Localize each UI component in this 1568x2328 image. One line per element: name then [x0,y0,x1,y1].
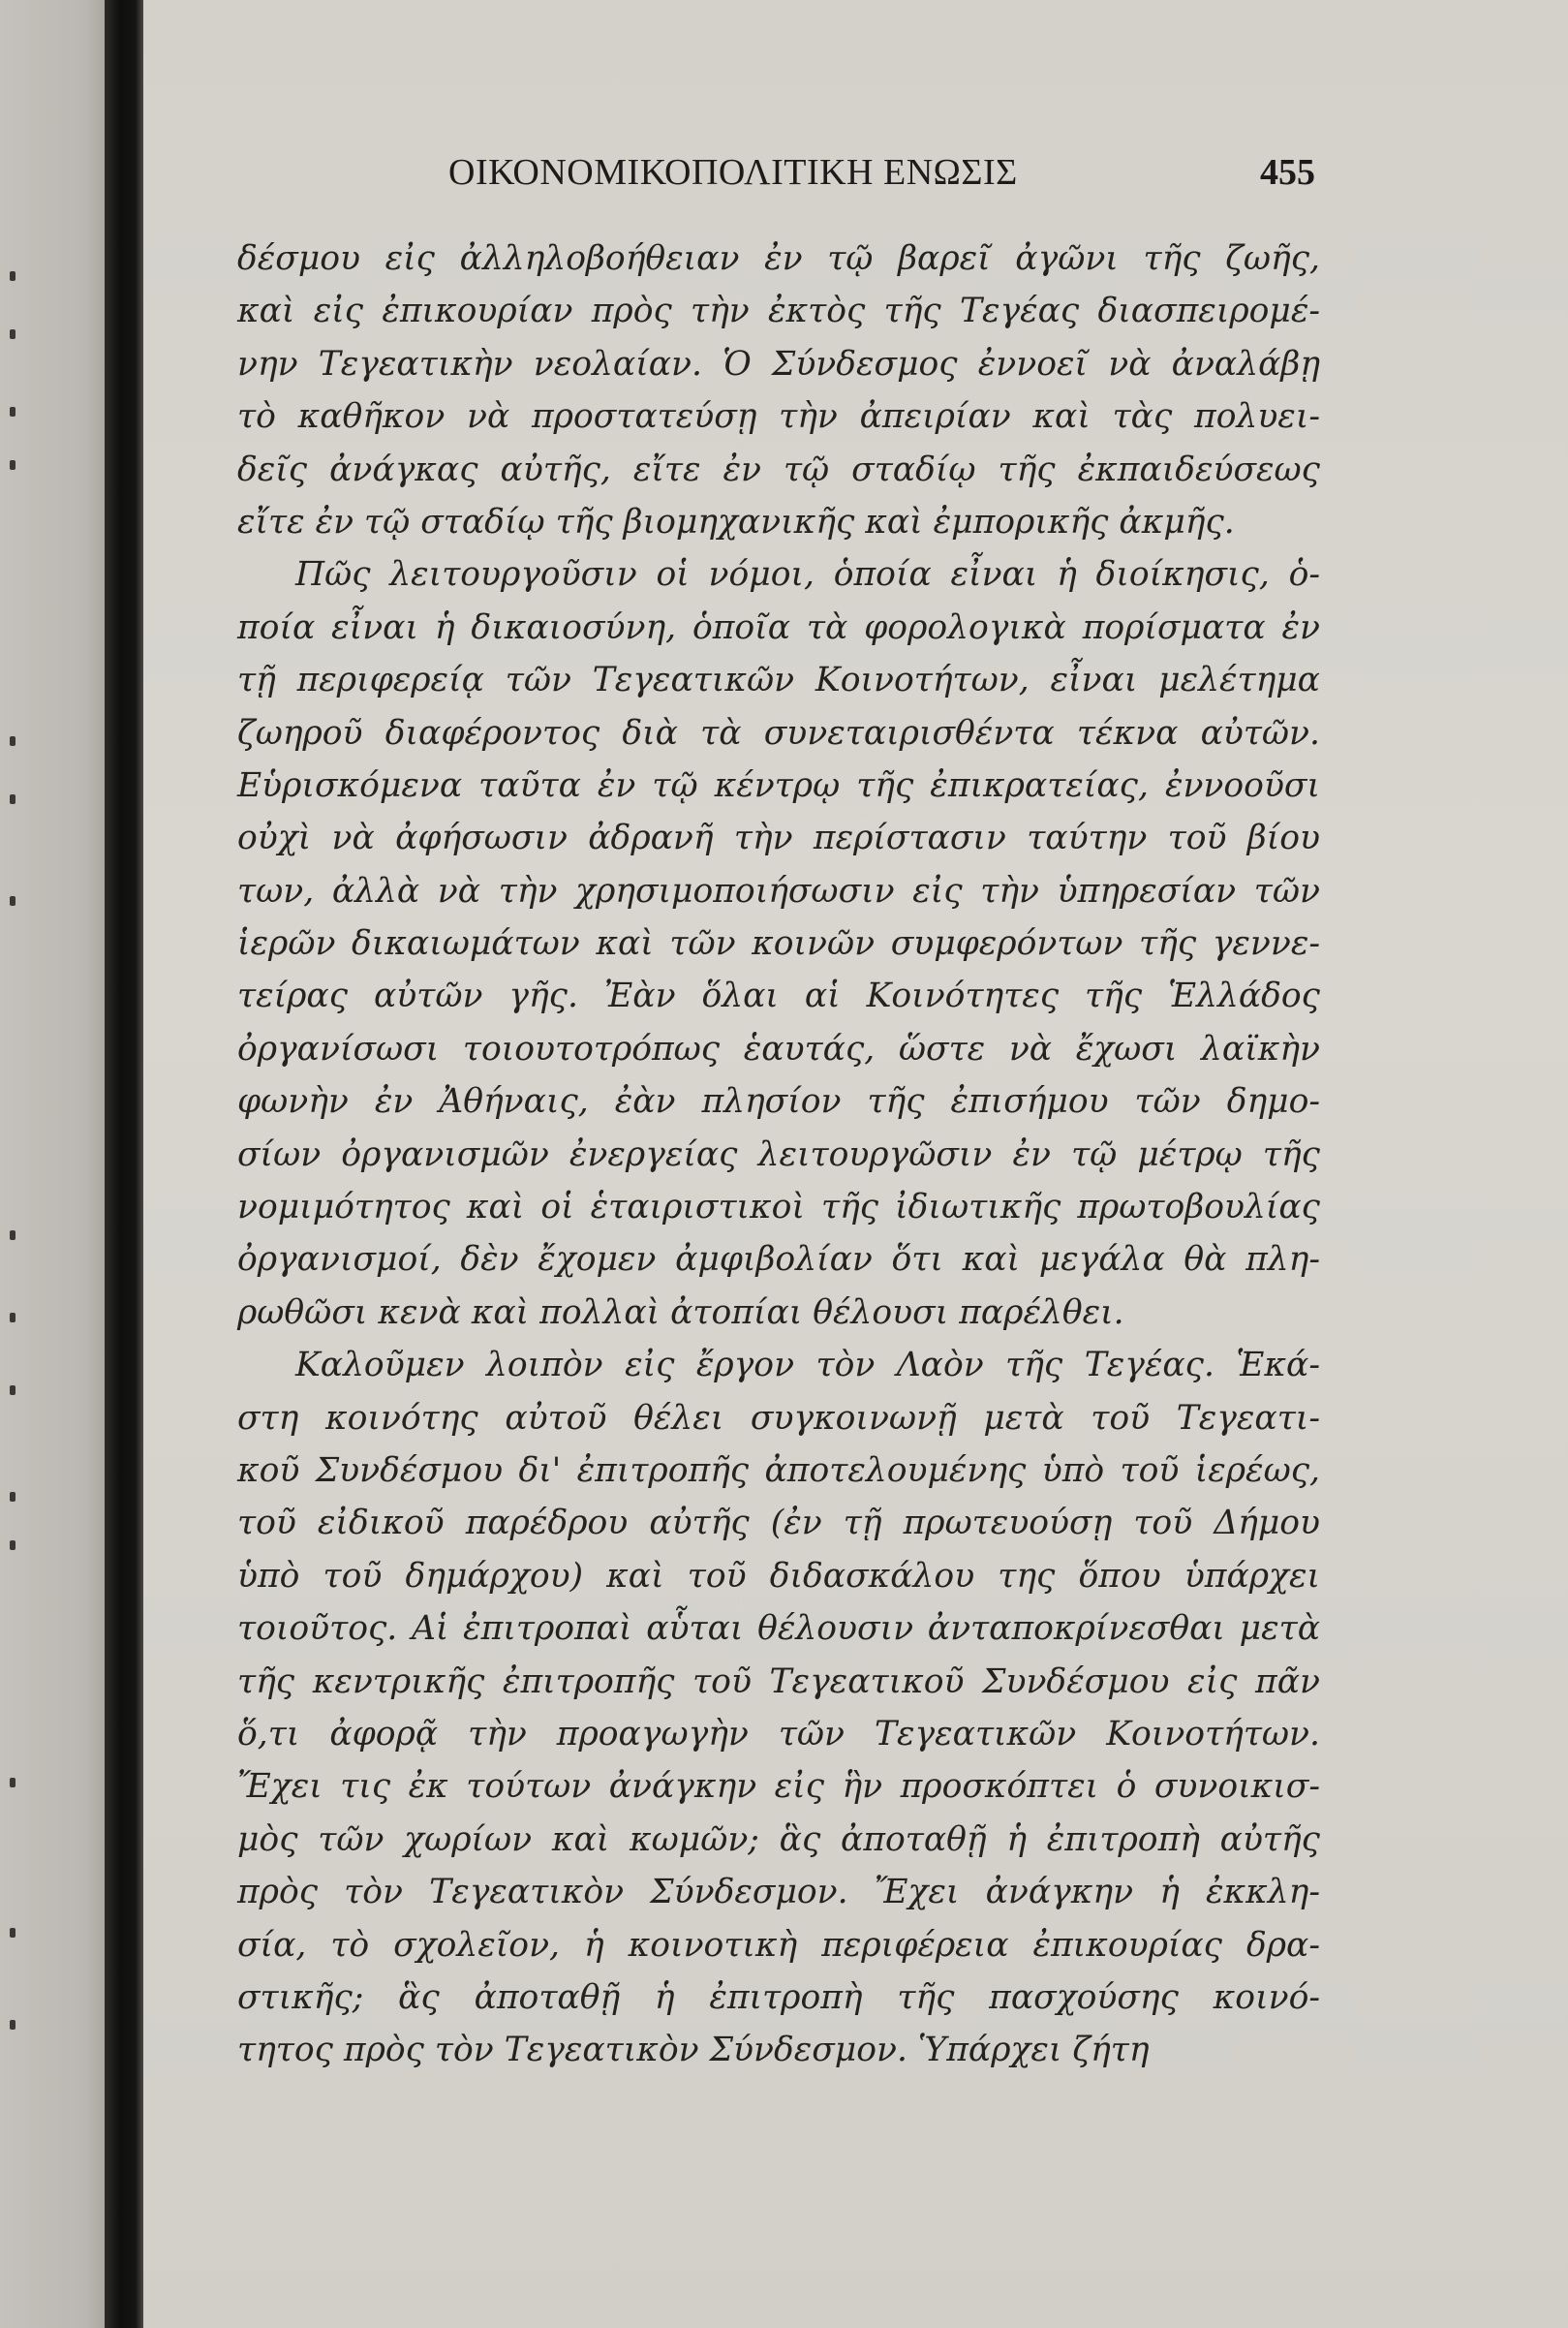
text-line: Ἔχει τις ἐκ τούτων ἀνάγκην εἰς ἣν προσκόπτει ὁ συνοικισ- [237,1767,1320,1807]
text-line: καὶ εἰς ἐπικουρίαν πρὸς τὴν ἐκτὸς τῆς Τεγέας διασπειρομέ- [237,292,1320,331]
text-line: εἴτε ἐν τῷ σταδίῳ τῆς βιομηχανικῆς καὶ ἐμπορικῆς ἀκμῆς. [237,502,1235,542]
facing-page-mark [10,1492,15,1502]
text-line: στικῆς; ἃς ἀποταθῇ ἡ ἐπιτροπὴ τῆς πασχούσης κοινό- [237,1977,1320,2017]
facing-page-mark [10,407,15,417]
text-line: τοῦ εἰδικοῦ παρέδρου αὐτῆς (ἐν τῇ πρωτευούσῃ τοῦ Δήμου [237,1504,1320,1543]
text-line: σία, τὸ σχολεῖον, ἡ κοινοτικὴ περιφέρεια ἐπικουρίας δρα- [237,1925,1320,1965]
running-title: ΟΙΚΟΝΟΜΙΚΟΠΟΛΙΤΙΚΗ ΕΝΩΣΙΣ [448,152,1018,193]
text-line: ζωηροῦ διαφέροντος διὰ τὰ συνεταιρισθέντα τέκνα αὐτῶν. [237,713,1320,753]
text-line: μὸς τῶν χωρίων καὶ κωμῶν; ἃς ἀποταθῇ ἡ ἐπιτροπὴ αὐτῆς [237,1819,1320,1859]
text-line: σίων ὀργανισμῶν ἐνεργείας λειτουργῶσιν ἐν τῷ μέτρῳ τῆς [237,1134,1320,1174]
text-line: δέσμου εἰς ἀλληλοβοήθειαν ἐν τῷ βαρεῖ ἀγῶνι τῆς ζωῆς, [237,239,1320,278]
text-line: ὀργανίσωσι τοιουτοτρόπως ἑαυτάς, ὥστε νὰ ἔχωσι λαϊκὴν [237,1029,1320,1069]
text-line: ὀργανισμοί, δὲν ἔχομεν ἀμφιβολίαν ὅτι καὶ μεγάλα θὰ πλη- [237,1240,1320,1280]
page-number: 455 [1260,152,1315,193]
text-line: Καλοῦμεν λοιπὸν εἰς ἔργον τὸν Λαὸν τῆς Τεγέας. Ἑκά- [295,1346,1320,1385]
facing-page-mark [10,736,15,746]
facing-page-mark [10,271,15,281]
text-line: κοῦ Συνδέσμου δι' ἐπιτροπῆς ἀποτελουμένης ὑπὸ τοῦ ἱερέως, [237,1450,1320,1490]
facing-page-mark [10,896,15,906]
facing-page-mark [10,1313,15,1322]
text-line: τὸ καθῆκον νὰ προστατεύσῃ τὴν ἀπειρίαν καὶ τὰς πολυει- [237,397,1320,437]
facing-page-mark [10,2020,15,2030]
facing-page-mark [10,1778,15,1787]
facing-page-mark [10,1928,15,1938]
text-line: τῇ περιφερείᾳ τῶν Τεγεατικῶν Κοινοτήτων, εἶναι μελέτημα [237,661,1320,700]
facing-page-mark [10,460,15,470]
facing-page-mark [10,1385,15,1395]
body-text [237,233,1320,2077]
text-line: φωνὴν ἐν Ἀθήναις, ἐὰν πλησίον τῆς ἐπισήμου τῶν δημο- [237,1082,1320,1122]
text-line: τῆς κεντρικῆς ἐπιτροπῆς τοῦ Τεγεατικοῦ Συνδέσμου εἰς πᾶν [237,1661,1320,1701]
text-line: Εὑρισκόμενα ταῦτα ἐν τῷ κέντρῳ τῆς ἐπικρατείας, ἐννοοῦσι [237,765,1320,805]
text-line: ποία εἶναι ἡ δικαιοσύνη, ὁποῖα τὰ φορολογικὰ πορίσματα ἐν [237,607,1320,647]
text-line: νομιμότητος καὶ οἱ ἑταιριστικοὶ τῆς ἰδιωτικῆς πρωτοβουλίας [237,1188,1320,1227]
text-line: πρὸς τὸν Τεγεατικὸν Σύνδεσμον. Ἔχει ἀνάγκην ἡ ἐκκλη- [237,1873,1320,1912]
text-line: ρωθῶσι κενὰ καὶ πολλαὶ ἀτοπίαι θέλουσι παρέλθει. [237,1292,1124,1332]
text-line: των, ἀλλὰ νὰ τὴν χρησιμοποιήσωσιν εἰς τὴν ὑπηρεσίαν τῶν [237,871,1320,911]
text-line: τοιοῦτος. Αἱ ἐπιτροπαὶ αὗται θέλουσιν ἀνταποκρίνεσθαι μετὰ [237,1609,1320,1649]
text-line: ὑπὸ τοῦ δημάρχου) καὶ τοῦ διδασκάλου της ὅπου ὑπάρχει [237,1556,1320,1596]
facing-page-edge [0,0,121,2328]
text-line: νην Τεγεατικὴν νεολαίαν. Ὁ Σύνδεσμος ἐννοεῖ νὰ ἀναλάβῃ [237,344,1320,384]
text-line: τητος πρὸς τὸν Τεγεατικὸν Σύνδεσμον. Ὑπάρχει ζήτη [237,2031,1150,2070]
text-line: οὐχὶ νὰ ἀφήσωσιν ἀδρανῆ τὴν περίστασιν ταύτην τοῦ βίου [237,819,1320,858]
text-line: τείρας αὐτῶν γῆς. Ἐὰν ὅλαι αἱ Κοινότητες τῆς Ἑλλάδος [237,977,1320,1016]
book-spine-shadow [105,0,143,2328]
text-line: στη κοινότης αὐτοῦ θέλει συγκοινωνῇ μετὰ τοῦ Τεγεατι- [237,1398,1320,1438]
text-line: Πῶς λειτουργοῦσιν οἱ νόμοι, ὁποία εἶναι ἡ διοίκησις, ὁ- [295,555,1320,595]
facing-page-mark [10,794,15,804]
page-header [298,145,1315,213]
facing-page-mark [10,329,15,339]
facing-page-mark [10,1540,15,1550]
facing-page-mark [10,1230,15,1240]
text-line: ἱερῶν δικαιωμάτων καὶ τῶν κοινῶν συμφερόντων τῆς γεννε- [237,924,1320,964]
text-line: δεῖς ἀνάγκας αὐτῆς, εἴτε ἐν τῷ σταδίῳ τῆς ἐκπαιδεύσεως [237,450,1320,489]
text-line: ὅ,τι ἀφορᾷ τὴν προαγωγὴν τῶν Τεγεατικῶν Κοινοτήτων. [237,1714,1320,1754]
